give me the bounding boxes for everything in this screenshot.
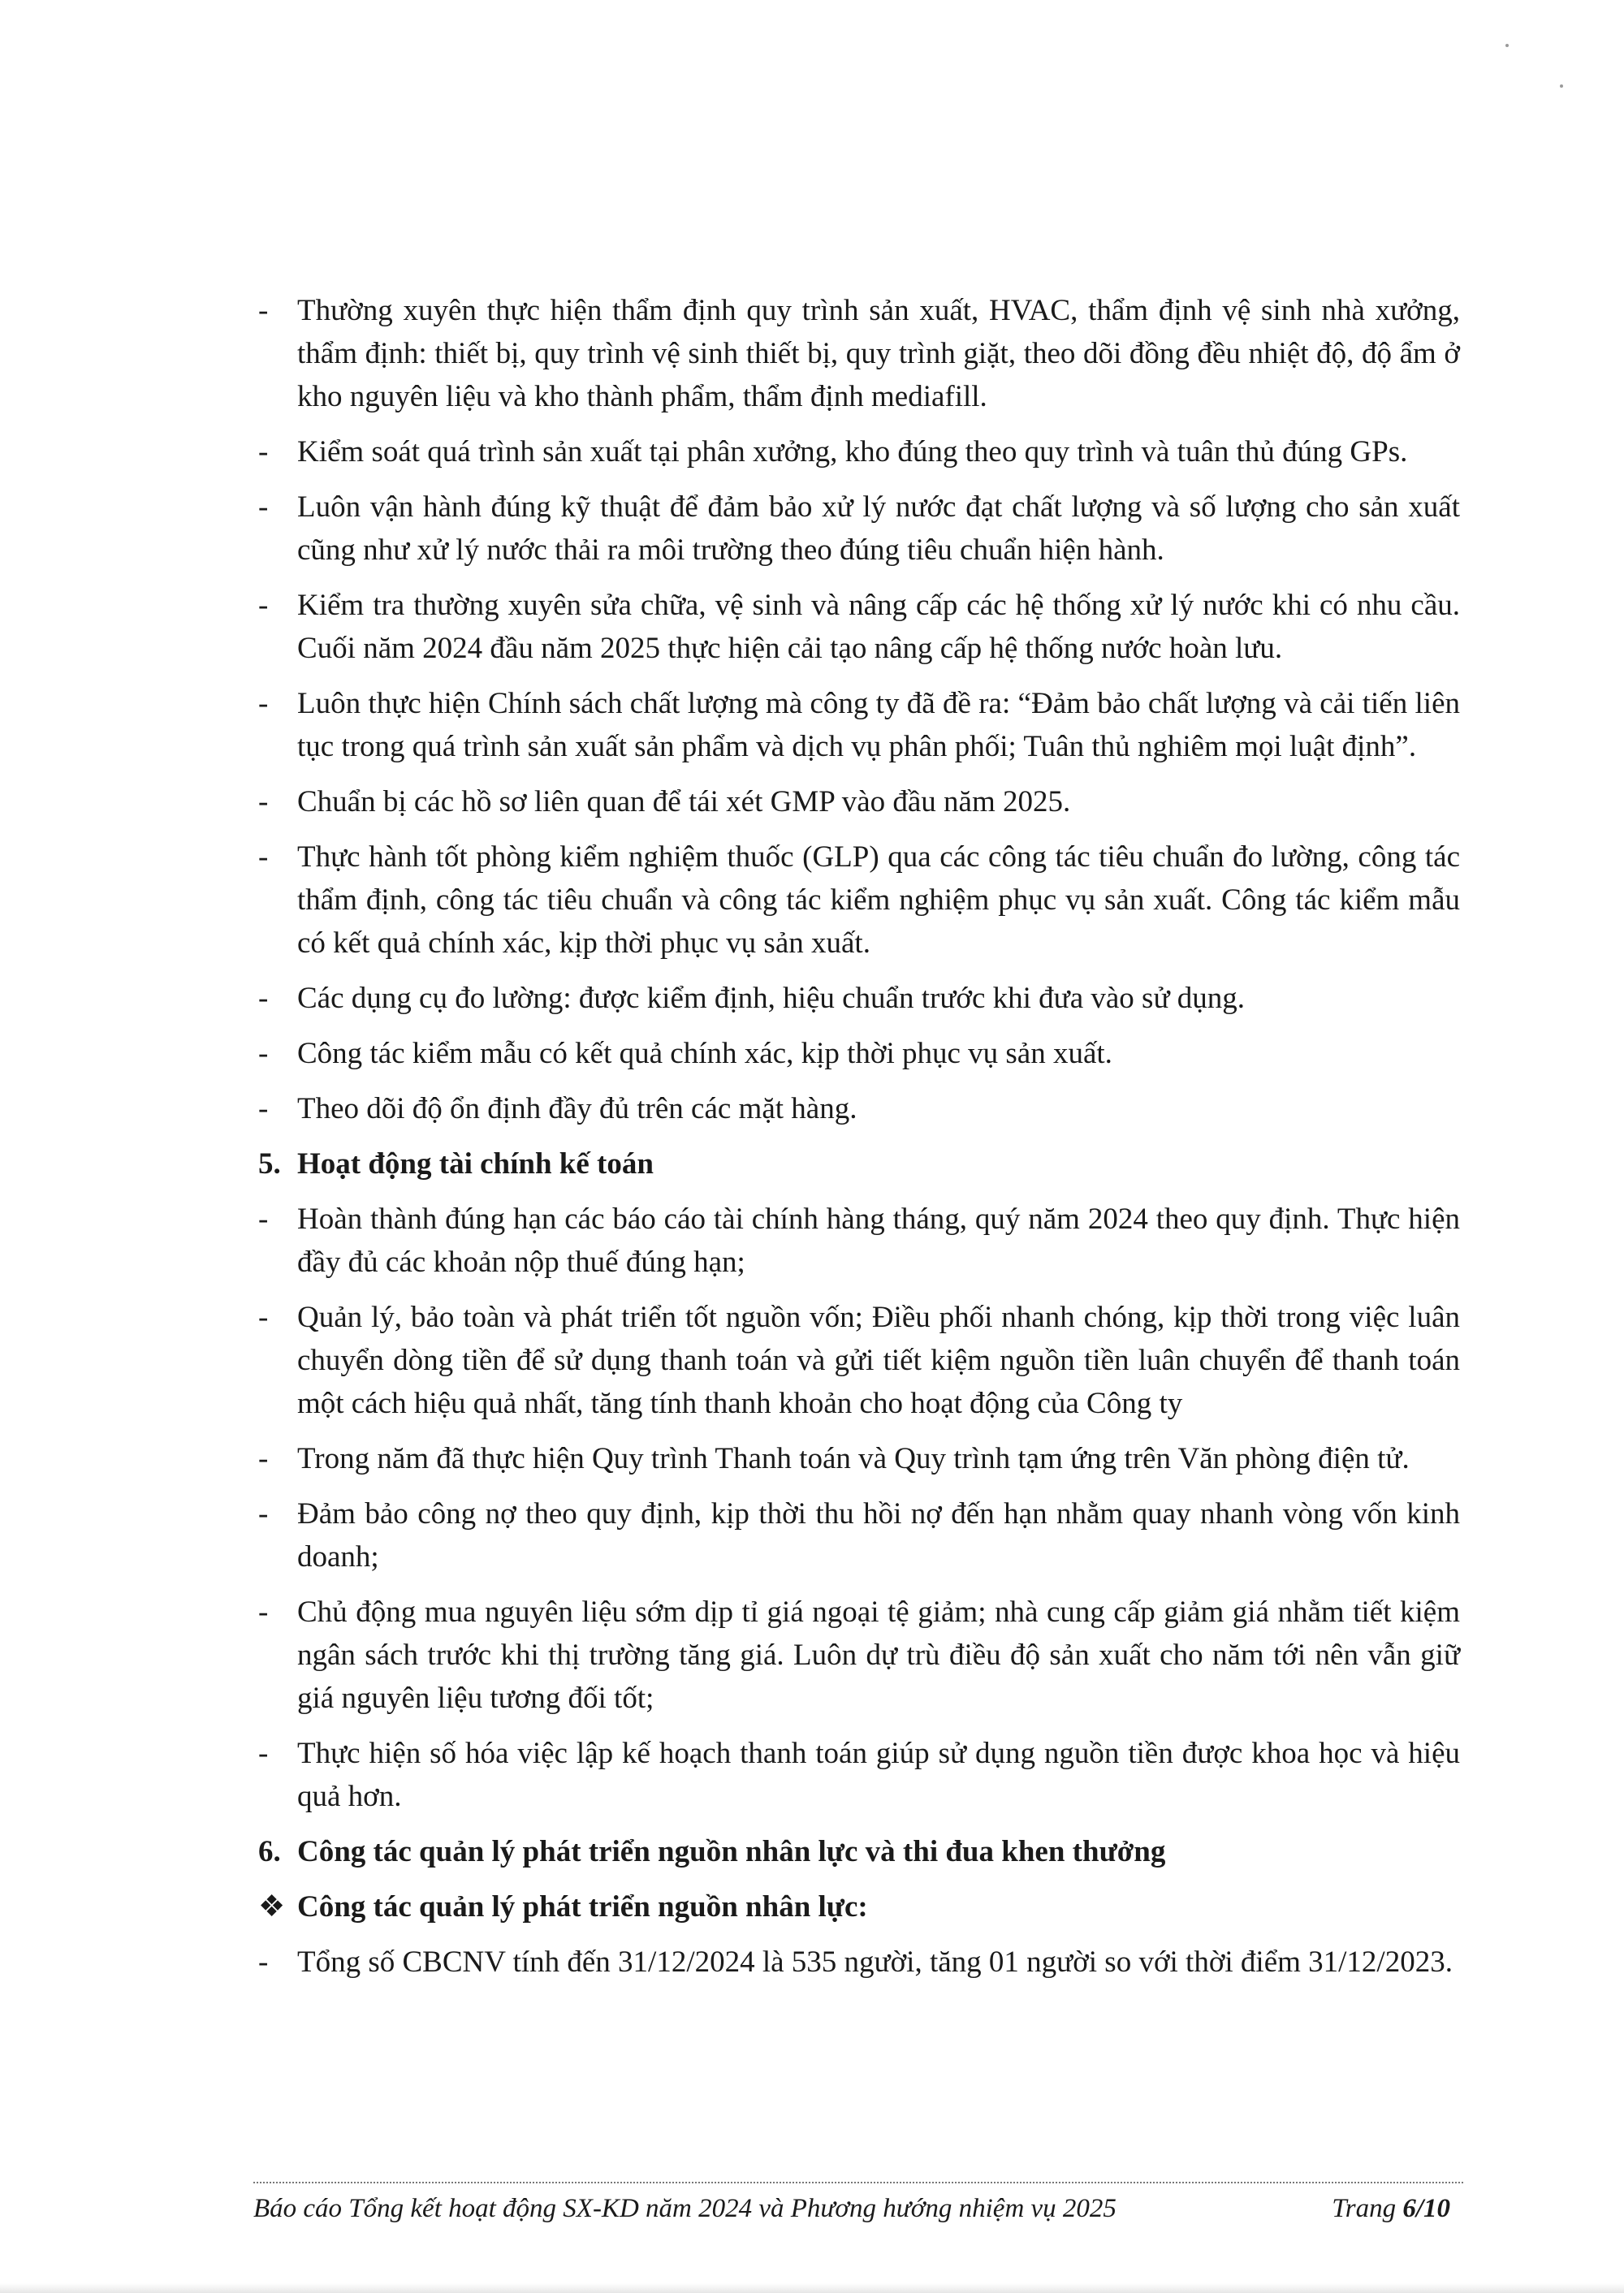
bullet-item — [258, 1492, 1460, 1578]
bullet-text: Các dụng cụ đo lường: được kiểm định, hiệu chuẩn trước khi đưa vào sử dụng. — [297, 982, 1245, 1015]
bullet-text: Đảm bảo công nợ theo quy định, kịp thời thu hồi nợ đến hạn nhằm quay nhanh vòng vốn kinh doanh; — [297, 1497, 1460, 1574]
diamond-bullet-icon: ❖ — [258, 1890, 286, 1924]
bullet-text: Thường xuyên thực hiện thẩm định quy trình sản xuất, HVAC, thẩm định vệ sinh nhà xưởng, thẩm định: thiết bị, quy trình vệ sinh thiết bị, quy trình giặt, theo dõi đồng đều nhiệt độ, độ ẩm ở kho nguyên liệu và kho thành phẩm, thẩm định mediafill. — [297, 294, 1460, 413]
bullet-item — [258, 1437, 1460, 1480]
section-title: Hoạt động tài chính kế toán — [297, 1147, 654, 1181]
subsection-title: Công tác quản lý phát triển nguồn nhân lực: — [297, 1890, 868, 1924]
page-footer — [253, 2191, 1463, 2226]
dash-bullet-icon: - — [258, 840, 269, 874]
scan-speck — [1560, 84, 1563, 88]
bullet-text: Kiểm tra thường xuyên sửa chữa, vệ sinh và nâng cấp các hệ thống xử lý nước khi có nhu cầu. Cuối năm 2024 đầu năm 2025 thực hiện cải tạo nâng cấp hệ thống nước hoàn lưu. — [297, 589, 1460, 665]
bullet-text: Công tác kiểm mẫu có kết quả chính xác, kịp thời phục vụ sản xuất. — [297, 1037, 1112, 1070]
bullet-item — [258, 1591, 1460, 1720]
page-number-prefix: Trang — [1332, 2194, 1397, 2223]
bullet-text: Quản lý, bảo toàn và phát triển tốt nguồn vốn; Điều phối nhanh chóng, kịp thời trong việc luân chuyển dòng tiền để sử dụng thanh toán và gửi tiết kiệm nguồn tiền luân chuyển để thanh toán một cách hiệu quả nhất, tăng tính thanh khoản cho hoạt động của Công ty — [297, 1301, 1460, 1420]
bullet-item — [258, 584, 1460, 670]
dash-bullet-icon: - — [258, 1301, 269, 1334]
footer-title: Báo cáo Tổng kết hoạt động SX-KD năm 2024 và Phương hướng nhiệm vụ 2025 — [253, 2194, 1116, 2223]
dash-bullet-icon: - — [258, 1737, 269, 1770]
bullet-item — [258, 1032, 1460, 1075]
dash-bullet-icon: - — [258, 1442, 269, 1475]
bullet-text: Thực hành tốt phòng kiểm nghiệm thuốc (GLP) qua các công tác tiêu chuẩn đo lường, công tác thẩm định, công tác tiêu chuẩn và công tác kiểm nghiệm phục vụ sản xuất. Công tác kiểm mẫu có kết quả chính xác, kịp thời phục vụ sản xuất. — [297, 840, 1460, 960]
bullet-item — [258, 1732, 1460, 1818]
bullet-text: Theo dõi độ ổn định đầy đủ trên các mặt hàng. — [297, 1092, 857, 1125]
section-number: 5. — [258, 1147, 281, 1181]
bullet-text: Chuẩn bị các hồ sơ liên quan để tái xét GMP vào đầu năm 2025. — [297, 785, 1071, 818]
dash-bullet-icon: - — [258, 589, 269, 622]
bullet-item — [258, 682, 1460, 768]
bullet-item — [258, 780, 1460, 823]
bullet-text: Trong năm đã thực hiện Quy trình Thanh toán và Quy trình tạm ứng trên Văn phòng điện tử. — [297, 1442, 1410, 1475]
dash-bullet-icon: - — [258, 294, 269, 327]
dash-bullet-icon: - — [258, 1203, 269, 1236]
dash-bullet-icon: - — [258, 1596, 269, 1629]
bullet-text: Hoàn thành đúng hạn các báo cáo tài chính hàng tháng, quý năm 2024 theo quy định. Thực hiện đầy đủ các khoản nộp thuế đúng hạn; — [297, 1203, 1460, 1279]
scan-bottom-edge — [0, 2283, 1624, 2293]
page-number-value: 6/10 — [1402, 2194, 1450, 2223]
page-number — [1332, 2191, 1450, 2226]
dash-bullet-icon: - — [258, 435, 269, 469]
dash-bullet-icon: - — [258, 982, 269, 1015]
bullet-item — [258, 1296, 1460, 1425]
document-body — [258, 289, 1460, 1996]
bullet-text: Chủ động mua nguyên liệu sớm dịp tỉ giá ngoại tệ giảm; nhà cung cấp giảm giá nhằm tiết kiệm ngân sách trước khi thị trường tăng giá. Luôn dự trù điều độ sản xuất cho năm tới nên vẫn giữ giá nguyên liệu tương đối tốt; — [297, 1596, 1460, 1715]
footer-divider — [253, 2182, 1463, 2183]
dash-bullet-icon: - — [258, 1945, 269, 1979]
bullet-item — [258, 1087, 1460, 1130]
section-heading — [258, 1142, 1460, 1185]
section-title: Công tác quản lý phát triển nguồn nhân lực và thi đua khen thưởng — [297, 1835, 1166, 1868]
bullet-item — [258, 289, 1460, 418]
bullet-text: Tổng số CBCNV tính đến 31/12/2024 là 535 người, tăng 01 người so với thời điểm 31/12/2023. — [297, 1945, 1453, 1979]
dash-bullet-icon: - — [258, 1037, 269, 1070]
bullet-item — [258, 836, 1460, 965]
bullet-text: Luôn vận hành đúng kỹ thuật để đảm bảo xử lý nước đạt chất lượng và số lượng cho sản xuất cũng như xử lý nước thải ra môi trường theo đúng tiêu chuẩn hiện hành. — [297, 490, 1460, 567]
bullet-item — [258, 1198, 1460, 1284]
bullet-text: Kiểm soát quá trình sản xuất tại phân xưởng, kho đúng theo quy trình và tuân thủ đúng GPs. — [297, 435, 1408, 469]
section-number: 6. — [258, 1835, 281, 1868]
bullet-text: Thực hiện số hóa việc lập kế hoạch thanh toán giúp sử dụng nguồn tiền được khoa học và hiệu quả hơn. — [297, 1737, 1460, 1813]
dash-bullet-icon: - — [258, 490, 269, 524]
bullet-item — [258, 486, 1460, 572]
bullet-text: Luôn thực hiện Chính sách chất lượng mà công ty đã đề ra: “Đảm bảo chất lượng và cải tiến liên tục trong quá trình sản xuất sản phẩm và dịch vụ phân phối; Tuân thủ nghiêm mọi luật định”. — [297, 687, 1460, 763]
bullet-item — [258, 430, 1460, 473]
bullet-item — [258, 977, 1460, 1020]
subsection-heading — [258, 1885, 1460, 1928]
section-heading — [258, 1830, 1460, 1873]
dash-bullet-icon: - — [258, 1497, 269, 1531]
bullet-item — [258, 1941, 1460, 1984]
dash-bullet-icon: - — [258, 687, 269, 720]
dash-bullet-icon: - — [258, 1092, 269, 1125]
scan-speck — [1505, 44, 1509, 47]
dash-bullet-icon: - — [258, 785, 269, 818]
